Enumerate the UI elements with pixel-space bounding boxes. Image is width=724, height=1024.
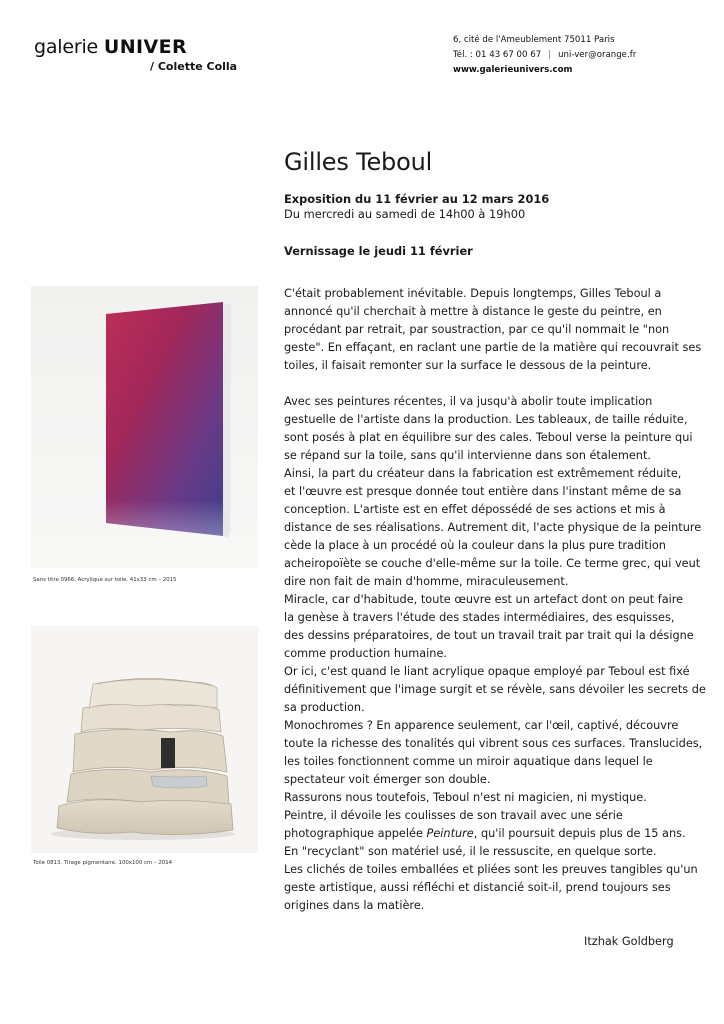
text-line: C'était probablement inévitable. Depuis longtemps, Gilles Teboul a <box>284 287 662 300</box>
folded-canvases-image <box>31 626 258 853</box>
painting-caption: Sans titre 0966. Acrylique sur toile. 41x33 cm – 2015 <box>33 577 177 583</box>
folded-canvases-artwork <box>31 626 258 853</box>
text-line: Les clichés de toiles emballées et pliées sont les preuves tangibles qu'un <box>284 863 698 876</box>
text-line: se répand sur la toile, sans qu'il intervienne dans son étalement. <box>284 449 651 462</box>
separator: | <box>548 50 552 60</box>
phone: Tél. : 01 43 67 00 67 <box>453 50 542 60</box>
text-line: acheiropoïète se couche d'elle-même sur la toile. Ce terme grec, qui veut <box>284 557 701 570</box>
text-line: geste artistique, aussi réfléchi et distancié soit-il, prend toujours ses <box>284 881 671 894</box>
address: 6, cité de l'Ameublement 75011 Paris <box>453 35 615 45</box>
text-line: et l'œuvre est presque donnée tout entière dans l'instant même de sa <box>284 485 682 498</box>
text-line: spectateur voit émerger son double. <box>284 773 491 786</box>
author-signature: Itzhak Goldberg <box>584 935 674 948</box>
text-line: sont posés à plat en équilibre sur des cales. Teboul verse la peinture qui <box>284 431 693 444</box>
painting-artwork <box>31 286 258 568</box>
text-line: Ainsi, la part du créateur dans la fabrication est extrêmement réduite, <box>284 467 682 480</box>
text-line: dire non fait de main d'homme, miraculeusement. <box>284 575 569 588</box>
text-line: cède la place à un procédé où la couleur dans la plus pure tradition <box>284 539 666 552</box>
text-line: Miracle, car d'habitude, toute œuvre est un artefact dont on peut faire <box>284 593 684 606</box>
text-line: geste". En effaçant, en raclant une partie de la matière qui recouvrait ses <box>284 341 702 354</box>
text-line: des dessins préparatoires, de tout un travail trait par trait qui la désigne <box>284 629 694 642</box>
text-line: En "recyclant" son matériel usé, il le ressuscite, en quelque sorte. <box>284 845 657 858</box>
text-line: Peintre, il dévoile les coulisses de son travail avec une série <box>284 809 623 822</box>
contact-line <box>453 48 636 63</box>
logo-name: UNIVER <box>103 36 188 58</box>
vernissage-date: Vernissage le jeudi 11 février <box>284 244 473 258</box>
logo-prefix: galerie <box>34 36 99 58</box>
website-link[interactable]: www.galerieunivers.com <box>453 65 573 75</box>
text-line: conception. L'artiste est en effet dépossédé de ses actions et mis à <box>284 503 666 516</box>
text-line: Avec ses peintures récentes, il va jusqu'à abolir toute implication <box>284 395 653 408</box>
logo-subtitle: / Colette Colla <box>150 60 238 73</box>
page-title: Gilles Teboul <box>284 148 433 176</box>
series-title: Peinture <box>426 827 474 840</box>
exhibition-dates: Exposition du 11 février au 12 mars 2016 <box>284 192 550 206</box>
contact-block <box>453 33 636 78</box>
text-line-series <box>284 827 686 840</box>
text-line: sa production. <box>284 701 365 714</box>
text-line: toiles, il faisait remonter sur la surface le dessous de la peinture. <box>284 359 652 372</box>
painting-image <box>31 286 258 568</box>
paragraph-gap <box>284 375 684 393</box>
text-line: origines dans la matière. <box>284 899 425 912</box>
paragraph-1 <box>284 285 702 375</box>
text-line: toute la richesse des tonalités qui vibrent sous ces surfaces. Translucides, <box>284 737 703 750</box>
paragraph-2 <box>284 393 706 915</box>
opening-hours: Du mercredi au samedi de 14h00 à 19h00 <box>284 206 526 221</box>
text-line: Rassurons nous toutefois, Teboul n'est ni magicien, ni mystique. <box>284 791 647 804</box>
logo-wordmark <box>34 36 187 58</box>
series-text-after: , qu'il poursuit depuis plus de 15 ans. <box>473 827 686 840</box>
text-line: procédant par retrait, par soustraction, par ce qu'il nommait le "non <box>284 323 670 336</box>
text-line: définitivement que l'image surgit et se révèle, sans dévoiler les secrets de <box>284 683 706 696</box>
text-line: distance de ses réalisations. Autrement dit, l'acte physique de la peinture <box>284 521 702 534</box>
folded-canvases-caption: Toile 0813. Tirage pigmentaire. 100x100 cm – 2014 <box>33 860 173 866</box>
text-line: les toiles fonctionnent comme un miroir aquatique dans lequel le <box>284 755 653 768</box>
exhibition-dates-block <box>284 192 549 221</box>
text-line: comme production humaine. <box>284 647 448 660</box>
text-line: gestuelle de l'artiste dans la production. Les tableaux, de taille réduite, <box>284 413 688 426</box>
gallery-logo <box>34 36 238 73</box>
text-line: annoncé qu'il cherchait à mettre à distance le geste du peintre, en <box>284 305 662 318</box>
article-body <box>284 285 706 915</box>
email-link[interactable]: uni-ver@orange.fr <box>558 50 637 60</box>
text-line: la genèse à travers l'étude des stades intermédiaires, des esquisses, <box>284 611 675 624</box>
series-text-before: photographique appelée <box>284 827 427 840</box>
text-line: Or ici, c'est quand le liant acrylique opaque employé par Teboul est fixé <box>284 665 690 678</box>
text-line: Monochromes ? En apparence seulement, car l'œil, captivé, découvre <box>284 719 679 732</box>
